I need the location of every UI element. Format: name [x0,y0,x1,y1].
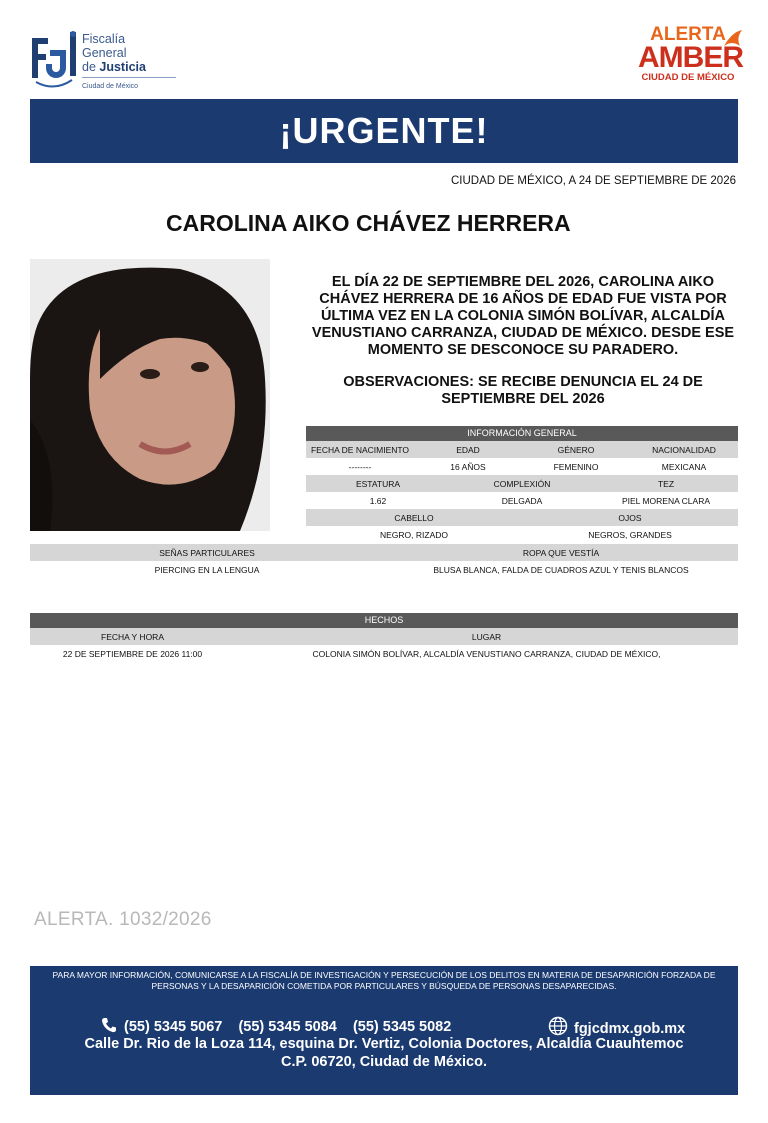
amber-line-alerta: ALERTA [650,24,726,45]
alerta-amber-logo [638,24,743,96]
fgj-text-de: de [82,60,100,74]
table-header-row [306,441,738,458]
fgj-text-general: General [82,46,127,60]
table-cell: DELGADA [501,495,543,506]
table-row [306,526,738,543]
address [30,1035,738,1071]
table-cell: MEXICANA [661,461,707,472]
contact-footer [30,966,738,1095]
table-cell: 16 AÑOS [450,461,486,472]
table-row [30,561,738,578]
general-info-title: INFORMACIÓN GENERAL [306,426,738,441]
table-row [306,492,738,509]
table-cell: NEGROS, GRANDES [588,529,672,540]
table-cell: FEMENINO [553,461,599,472]
fgj-text-justicia: Justicia [99,60,146,74]
table-header-cell: GÉNERO [557,444,595,455]
table-header-row [306,475,738,492]
table-cell: PIEL MORENA CLARA [621,495,711,506]
globe-icon [548,1016,568,1036]
person-photo [30,259,270,531]
fgj-emblem-icon [30,30,78,92]
footer-info-text: PARA MAYOR INFORMACIÓN, COMUNICARSE A LA FISCALÍA DE INVESTIGACIÓN Y PERSECUCIÓN DE LOS DELITOS EN MATERIA DE DESAPARICIÓN FORZADA DE PERSONAS Y LA DESAPARICIÓN COMETIDA POR PARTICULARES Y BÚSQUEDA DE PERSONAS DESAPARECIDAS. [52,970,716,991]
website-text: fgjcdmx.gob.mx [574,1021,686,1037]
address-line-2: C.P. 06720, Ciudad de México. [280,1054,488,1070]
phone-numbers-text: (55) 5345 5067 (55) 5345 5084 (55) 5345 5082 [124,1019,452,1035]
features-table [30,544,738,578]
facts-title: HECHOS [30,613,738,628]
table-row [306,458,738,475]
person-name: CAROLINA AIKO CHÁVEZ HERRERA [166,210,571,236]
address-line-1: Calle Dr. Rio de la Loza 114, esquina Dr. Vertiz, Colonia Doctores, Alcaldía Cuauhtemoc [84,1036,684,1052]
fgj-text-city: Ciudad de México [82,77,176,94]
table-header-cell: FECHA DE NACIMIENTO [310,444,410,455]
amber-line-amber: AMBER [638,41,743,74]
observations: OBSERVACIONES: SE RECIBE DENUNCIA EL 24 DE SEPTIEMBRE DEL 2026 [343,374,703,407]
amber-swoosh-icon [722,28,744,50]
case-description: EL DÍA 22 DE SEPTIEMBRE DEL 2026, CAROLINA AIKO CHÁVEZ HERRERA DE 16 AÑOS DE EDAD FUE VISTA POR ÚLTIMA VEZ EN LA COLONIA SIMÓN BOLÍVAR, ALCALDÍA VENUSTIANO CARRANZA, CIUDAD DE MÉXICO. DESDE ESE MOMENTO SE DESCONOCE SU PARADERO. [311,274,735,358]
table-header-cell: SEÑAS PARTICULARES [159,547,255,558]
general-info-table [306,426,738,543]
fgj-text-fiscalia: Fiscalía [82,32,126,46]
table-header-cell: CABELLO [394,512,434,523]
facts-table [30,613,738,662]
table-header-cell: COMPLEXIÓN [493,478,551,489]
table-cell: 22 DE SEPTIEMBRE DE 2026 11:00 [62,648,203,659]
table-cell: BLUSA BLANCA, FALDA DE CUADROS AZUL Y TENIS BLANCOS [433,564,689,575]
table-header-cell: NACIONALIDAD [652,444,716,455]
table-cell: COLONIA SIMÓN BOLÍVAR, ALCALDÍA VENUSTIANO CARRANZA, CIUDAD DE MÉXICO, [312,648,661,659]
table-cell: PIERCING EN LA LENGUA [154,564,260,575]
urgent-banner: ¡URGENTE! [30,99,738,163]
table-header-cell: ESTATURA [355,478,401,489]
table-header-cell: FECHA Y HORA [101,631,164,642]
table-header-row [30,544,738,561]
table-header-cell: LUGAR [471,631,502,642]
date-line: CIUDAD DE MÉXICO, A 24 DE SEPTIEMBRE DE 2026 [450,175,736,187]
table-header-cell: OJOS [618,512,642,523]
person-photo-illustration [30,259,270,531]
table-header-cell: ROPA QUE VESTÍA [522,547,600,558]
phone-numbers[interactable] [100,1016,451,1035]
fgj-logo [30,28,170,96]
amber-line-city: CIUDAD DE MÉXICO [641,72,735,83]
table-cell: -------- [348,461,372,472]
phone-icon [100,1016,118,1034]
table-row [30,645,738,662]
table-header-row [306,509,738,526]
table-header-cell: EDAD [456,444,480,455]
alert-number: ALERTA. 1032/2026 [34,909,212,930]
table-header-cell: TEZ [657,478,675,489]
website-link[interactable] [548,1016,685,1037]
table-cell: 1.62 [369,495,387,506]
table-cell: NEGRO, RIZADO [379,529,448,540]
table-header-row [30,628,738,645]
